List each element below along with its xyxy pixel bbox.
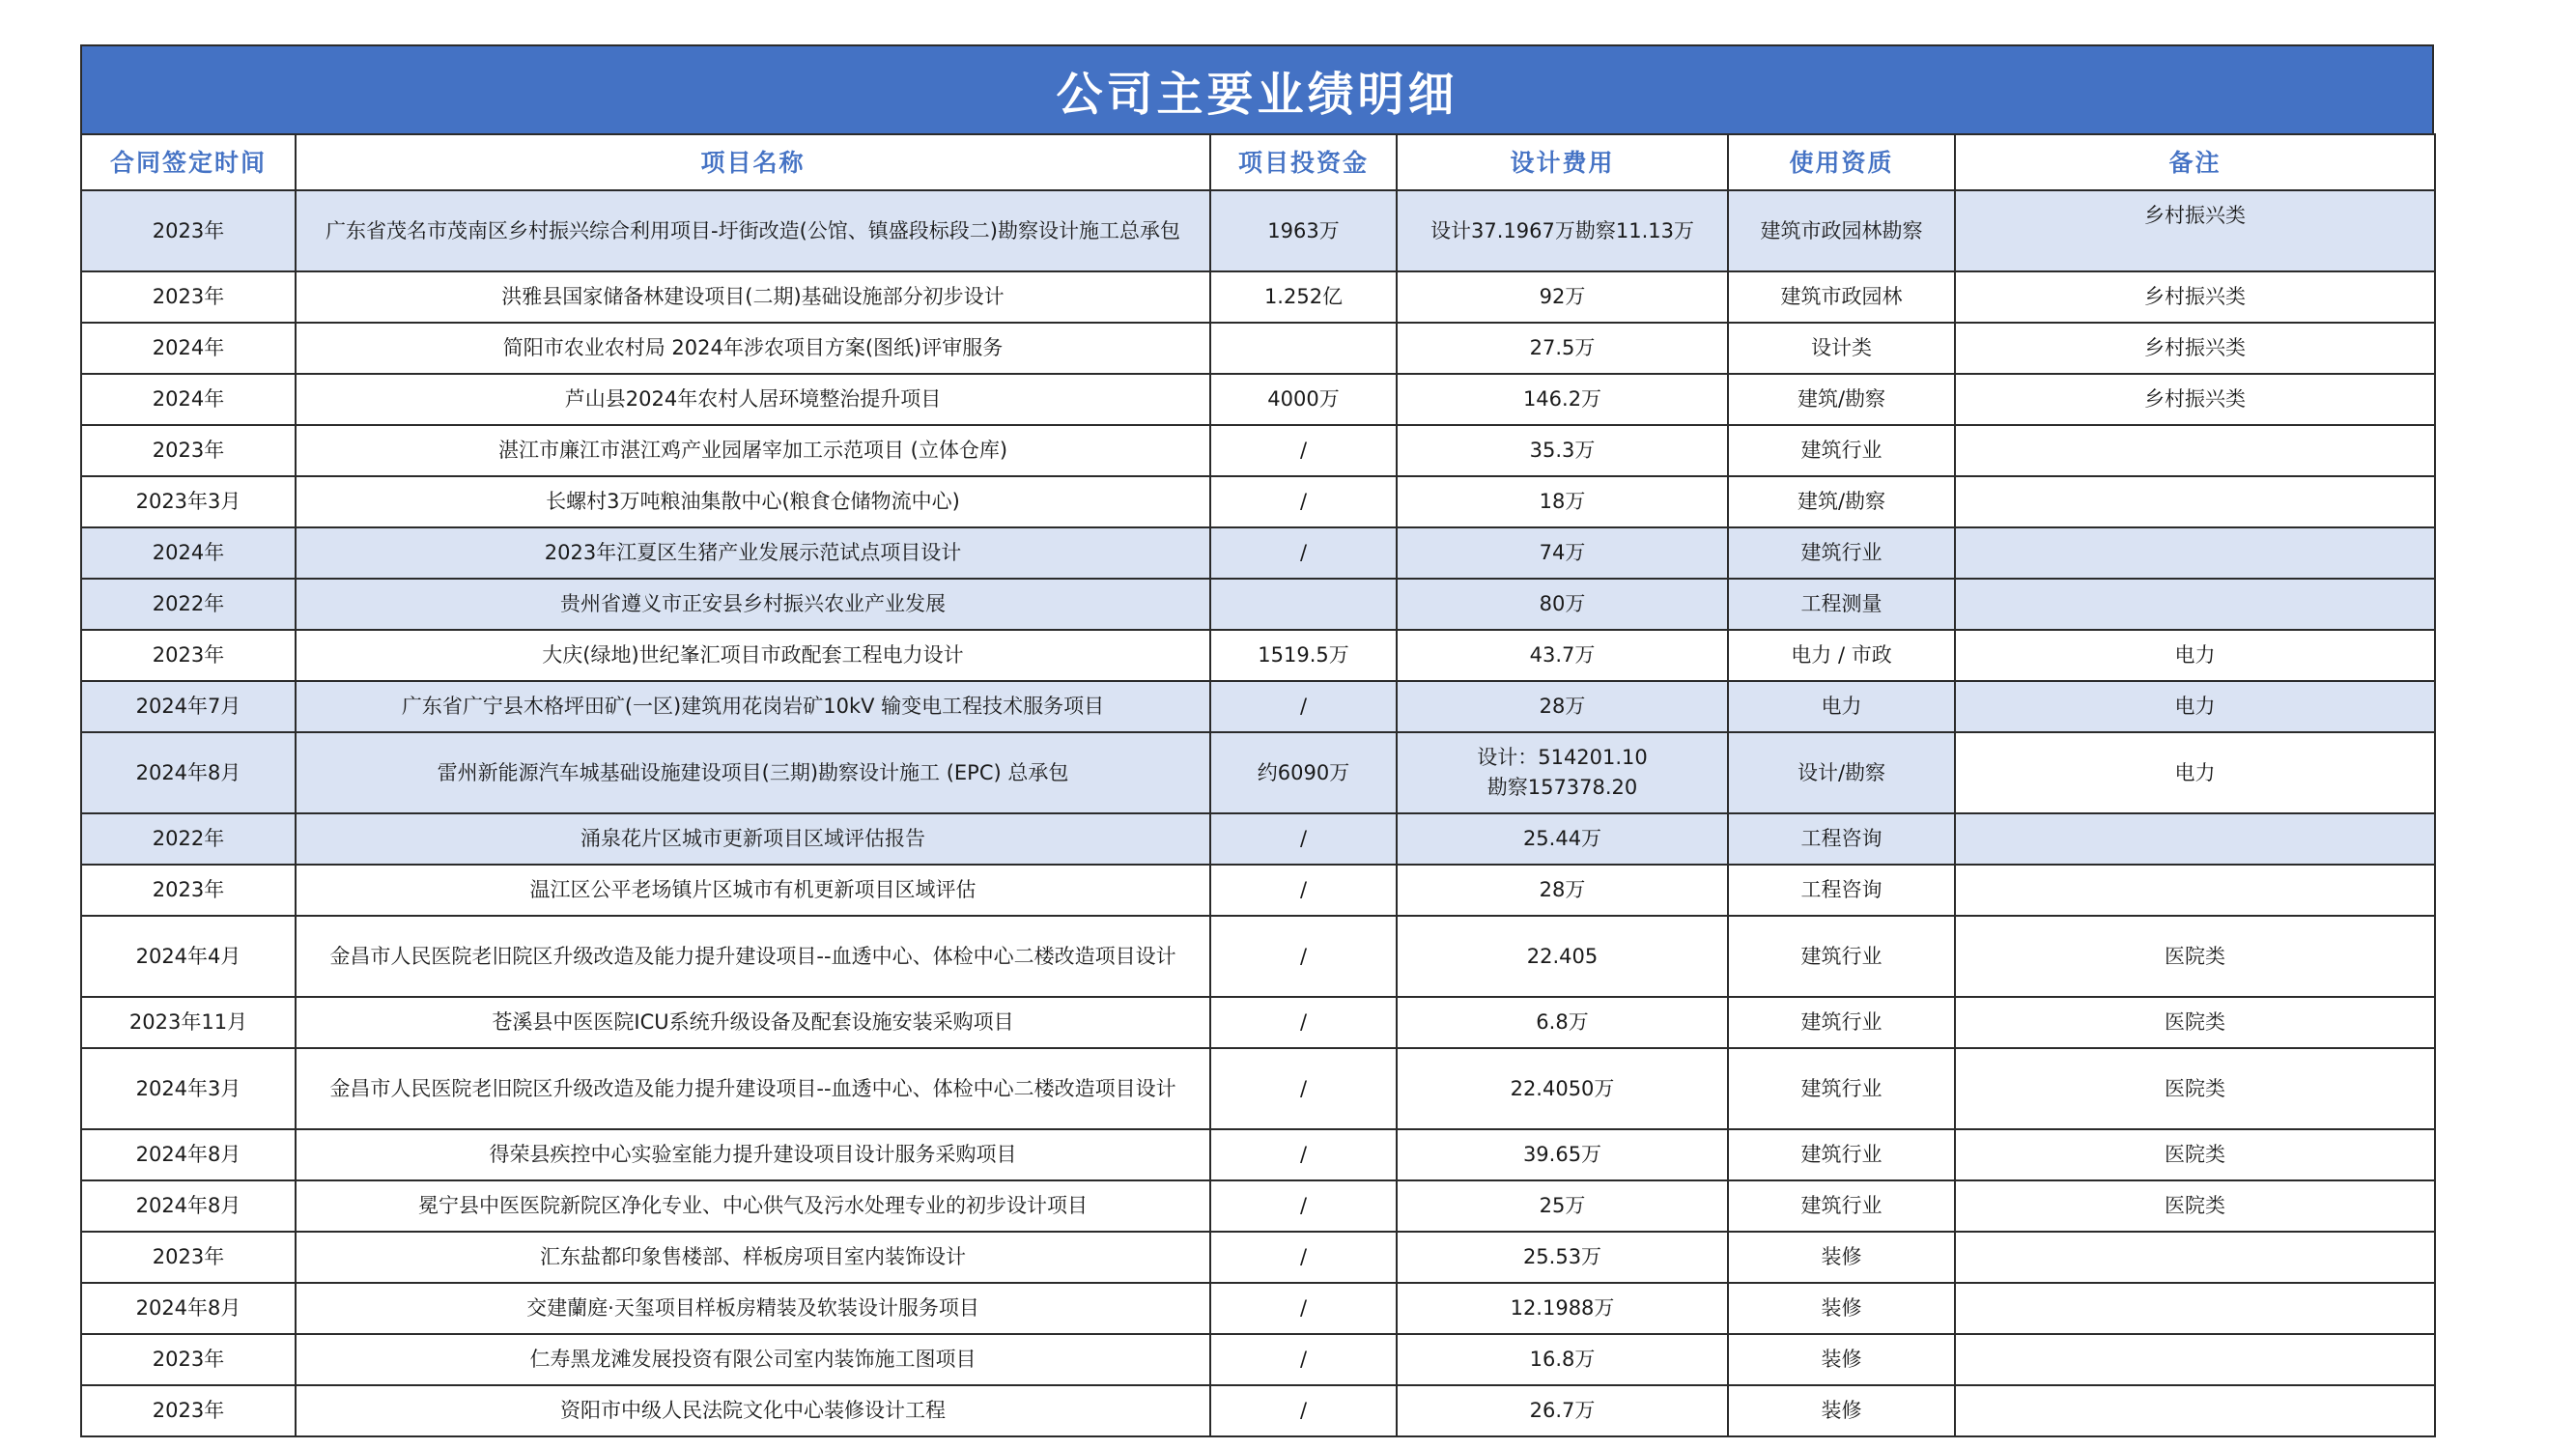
fee-survey-line: 勘察157378.20 [1486, 776, 1638, 799]
table-row [81, 527, 2435, 579]
cell-note: 乡村振兴类 [1955, 323, 2435, 374]
cell-design-fee: 26.7万 [1397, 1385, 1728, 1436]
performance-table [80, 133, 2436, 1437]
cell-qualification: 建筑行业 [1728, 425, 1955, 476]
cell-project-name: 广东省茂名市茂南区乡村振兴综合利用项目-圩街改造(公馆、镇盛段标段二)勘察设计施工总承包 [296, 190, 1210, 271]
cell-investment: / [1210, 1283, 1397, 1334]
table-row [81, 579, 2435, 630]
cell-qualification: 设计/勘察 [1728, 732, 1955, 813]
cell-project-name: 广东省广宁县木格坪田矿(一区)建筑用花岗岩矿10kV 输变电工程技术服务项目 [296, 681, 1210, 732]
table-row [81, 323, 2435, 374]
cell-investment [1210, 579, 1397, 630]
cell-investment: / [1210, 1180, 1397, 1232]
cell-time: 2023年 [81, 1385, 296, 1436]
cell-investment: / [1210, 1334, 1397, 1385]
table-header-row [81, 134, 2435, 190]
table-row [81, 1129, 2435, 1180]
cell-qualification: 设计类 [1728, 323, 1955, 374]
cell-design-fee: 25.53万 [1397, 1232, 1728, 1283]
cell-time: 2023年 [81, 865, 296, 916]
cell-time: 2024年8月 [81, 1283, 296, 1334]
cell-design-fee: 18万 [1397, 476, 1728, 527]
cell-investment: / [1210, 916, 1397, 997]
cell-note: 乡村振兴类 [1955, 374, 2435, 425]
cell-investment: 1963万 [1210, 190, 1397, 271]
cell-project-name: 仁寿黑龙滩发展投资有限公司室内装饰施工图项目 [296, 1334, 1210, 1385]
cell-project-name: 温江区公平老场镇片区城市有机更新项目区域评估 [296, 865, 1210, 916]
cell-qualification: 建筑行业 [1728, 1048, 1955, 1129]
table-row [81, 271, 2435, 323]
table-row [81, 997, 2435, 1048]
cell-project-name: 苍溪县中医医院ICU系统升级设备及配套设施安装采购项目 [296, 997, 1210, 1048]
cell-qualification: 装修 [1728, 1283, 1955, 1334]
cell-project-name: 2023年江夏区生猪产业发展示范试点项目设计 [296, 527, 1210, 579]
cell-qualification: 建筑/勘察 [1728, 374, 1955, 425]
table-row [81, 425, 2435, 476]
cell-design-fee: 74万 [1397, 527, 1728, 579]
cell-design-fee: 16.8万 [1397, 1334, 1728, 1385]
cell-investment: / [1210, 997, 1397, 1048]
cell-qualification: 装修 [1728, 1385, 1955, 1436]
table-row [81, 732, 2435, 813]
cell-qualification: 工程咨询 [1728, 865, 1955, 916]
cell-time: 2024年 [81, 323, 296, 374]
cell-design-fee: 92万 [1397, 271, 1728, 323]
cell-time: 2023年11月 [81, 997, 296, 1048]
cell-project-name: 芦山县2024年农村人居环境整治提升项目 [296, 374, 1210, 425]
cell-investment: 1519.5万 [1210, 630, 1397, 681]
header-investment: 项目投资金 [1210, 134, 1397, 190]
cell-time: 2022年 [81, 579, 296, 630]
header-note: 备注 [1955, 134, 2435, 190]
table-row [81, 1180, 2435, 1232]
cell-qualification: 工程测量 [1728, 579, 1955, 630]
cell-time: 2024年8月 [81, 1129, 296, 1180]
cell-time: 2024年 [81, 374, 296, 425]
cell-note: 医院类 [1955, 1048, 2435, 1129]
cell-design-fee: 6.8万 [1397, 997, 1728, 1048]
cell-note: 电力 [1955, 681, 2435, 732]
header-contract-time: 合同签定时间 [81, 134, 296, 190]
cell-time: 2024年 [81, 527, 296, 579]
table-row [81, 681, 2435, 732]
cell-project-name: 金昌市人民医院老旧院区升级改造及能力提升建设项目--血透中心、体检中心二楼改造项目设计 [296, 1048, 1210, 1129]
page-title: 公司主要业绩明细 [80, 44, 2434, 133]
cell-time: 2023年 [81, 1334, 296, 1385]
table-row [81, 190, 2435, 271]
header-qualification: 使用资质 [1728, 134, 1955, 190]
cell-qualification: 建筑行业 [1728, 1129, 1955, 1180]
cell-note [1955, 865, 2435, 916]
table-row [81, 476, 2435, 527]
cell-project-name: 长螺村3万吨粮油集散中心(粮食仓储物流中心) [296, 476, 1210, 527]
cell-time: 2024年4月 [81, 916, 296, 997]
cell-note [1955, 1232, 2435, 1283]
cell-design-fee: 25万 [1397, 1180, 1728, 1232]
table-row [81, 865, 2435, 916]
cell-note [1955, 579, 2435, 630]
cell-qualification: 电力 [1728, 681, 1955, 732]
cell-time: 2024年7月 [81, 681, 296, 732]
cell-qualification: 建筑市政园林 [1728, 271, 1955, 323]
cell-project-name: 冕宁县中医医院新院区净化专业、中心供气及污水处理专业的初步设计项目 [296, 1180, 1210, 1232]
cell-qualification: 建筑行业 [1728, 1180, 1955, 1232]
cell-investment: 4000万 [1210, 374, 1397, 425]
cell-time: 2024年8月 [81, 1180, 296, 1232]
cell-note [1955, 813, 2435, 865]
cell-investment: / [1210, 1129, 1397, 1180]
cell-design-fee: 80万 [1397, 579, 1728, 630]
cell-investment: / [1210, 1385, 1397, 1436]
cell-qualification: 工程咨询 [1728, 813, 1955, 865]
cell-design-fee: 27.5万 [1397, 323, 1728, 374]
cell-project-name: 贵州省遵义市正安县乡村振兴农业产业发展 [296, 579, 1210, 630]
table-row [81, 1385, 2435, 1436]
table-row [81, 374, 2435, 425]
cell-design-fee: 39.65万 [1397, 1129, 1728, 1180]
cell-investment: / [1210, 1048, 1397, 1129]
cell-qualification: 建筑市政园林勘察 [1728, 190, 1955, 271]
performance-sheet [80, 44, 2434, 1437]
cell-note [1955, 1283, 2435, 1334]
cell-note: 医院类 [1955, 1180, 2435, 1232]
cell-design-fee: 25.44万 [1397, 813, 1728, 865]
cell-time: 2023年 [81, 425, 296, 476]
cell-design-fee: 146.2万 [1397, 374, 1728, 425]
cell-qualification: 装修 [1728, 1334, 1955, 1385]
cell-design-fee [1397, 732, 1728, 813]
cell-note [1955, 425, 2435, 476]
cell-note: 电力 [1955, 732, 2435, 813]
table-row [81, 1048, 2435, 1129]
cell-project-name: 大庆(绿地)世纪峯汇项目市政配套工程电力设计 [296, 630, 1210, 681]
cell-note [1955, 1334, 2435, 1385]
cell-design-fee: 28万 [1397, 865, 1728, 916]
cell-investment: / [1210, 425, 1397, 476]
cell-investment: / [1210, 1232, 1397, 1283]
cell-note: 乡村振兴类 [1955, 271, 2435, 323]
cell-note: 医院类 [1955, 1129, 2435, 1180]
header-project-name: 项目名称 [296, 134, 1210, 190]
cell-qualification: 建筑/勘察 [1728, 476, 1955, 527]
cell-qualification: 电力 / 市政 [1728, 630, 1955, 681]
cell-project-name: 湛江市廉江市湛江鸡产业园屠宰加工示范项目 (立体仓库) [296, 425, 1210, 476]
cell-investment: / [1210, 681, 1397, 732]
cell-note: 医院类 [1955, 997, 2435, 1048]
cell-qualification: 装修 [1728, 1232, 1955, 1283]
cell-design-fee: 43.7万 [1397, 630, 1728, 681]
cell-design-fee: 28万 [1397, 681, 1728, 732]
cell-note: 乡村振兴类 [1955, 190, 2435, 271]
cell-qualification: 建筑行业 [1728, 527, 1955, 579]
cell-investment: / [1210, 813, 1397, 865]
cell-time: 2024年3月 [81, 1048, 296, 1129]
table-row [81, 630, 2435, 681]
fee-design-line: 设计：514201.10 [1477, 746, 1648, 769]
cell-note: 电力 [1955, 630, 2435, 681]
cell-qualification: 建筑行业 [1728, 997, 1955, 1048]
cell-investment: / [1210, 476, 1397, 527]
cell-note [1955, 476, 2435, 527]
cell-note [1955, 527, 2435, 579]
cell-project-name: 交建蘭庭·天玺项目样板房精装及软装设计服务项目 [296, 1283, 1210, 1334]
cell-time: 2022年 [81, 813, 296, 865]
table-row [81, 813, 2435, 865]
cell-time: 2023年3月 [81, 476, 296, 527]
cell-time: 2023年 [81, 190, 296, 271]
cell-project-name: 涌泉花片区城市更新项目区域评估报告 [296, 813, 1210, 865]
cell-project-name: 洪雅县国家储备林建设项目(二期)基础设施部分初步设计 [296, 271, 1210, 323]
cell-investment [1210, 323, 1397, 374]
cell-project-name: 简阳市农业农村局 2024年涉农项目方案(图纸)评审服务 [296, 323, 1210, 374]
cell-investment: / [1210, 865, 1397, 916]
cell-note [1955, 1385, 2435, 1436]
cell-qualification: 建筑行业 [1728, 916, 1955, 997]
cell-design-fee: 12.1988万 [1397, 1283, 1728, 1334]
cell-investment: 约6090万 [1210, 732, 1397, 813]
table-row [81, 1232, 2435, 1283]
cell-time: 2023年 [81, 630, 296, 681]
cell-project-name: 资阳市中级人民法院文化中心装修设计工程 [296, 1385, 1210, 1436]
cell-design-fee: 设计37.1967万勘察11.13万 [1397, 190, 1728, 271]
cell-time: 2024年8月 [81, 732, 296, 813]
cell-time: 2023年 [81, 1232, 296, 1283]
cell-project-name: 雷州新能源汽车城基础设施建设项目(三期)勘察设计施工 (EPC) 总承包 [296, 732, 1210, 813]
cell-investment: 1.252亿 [1210, 271, 1397, 323]
cell-design-fee: 22.4050万 [1397, 1048, 1728, 1129]
cell-design-fee: 22.405 [1397, 916, 1728, 997]
cell-project-name: 金昌市人民医院老旧院区升级改造及能力提升建设项目--血透中心、体检中心二楼改造项目设计 [296, 916, 1210, 997]
cell-time: 2023年 [81, 271, 296, 323]
header-design-fee: 设计费用 [1397, 134, 1728, 190]
cell-project-name: 得荣县疾控中心实验室能力提升建设项目设计服务采购项目 [296, 1129, 1210, 1180]
table-row [81, 916, 2435, 997]
cell-investment: / [1210, 527, 1397, 579]
cell-project-name: 汇东盐都印象售楼部、样板房项目室内装饰设计 [296, 1232, 1210, 1283]
cell-note: 医院类 [1955, 916, 2435, 997]
table-row [81, 1334, 2435, 1385]
table-row [81, 1283, 2435, 1334]
cell-design-fee: 35.3万 [1397, 425, 1728, 476]
